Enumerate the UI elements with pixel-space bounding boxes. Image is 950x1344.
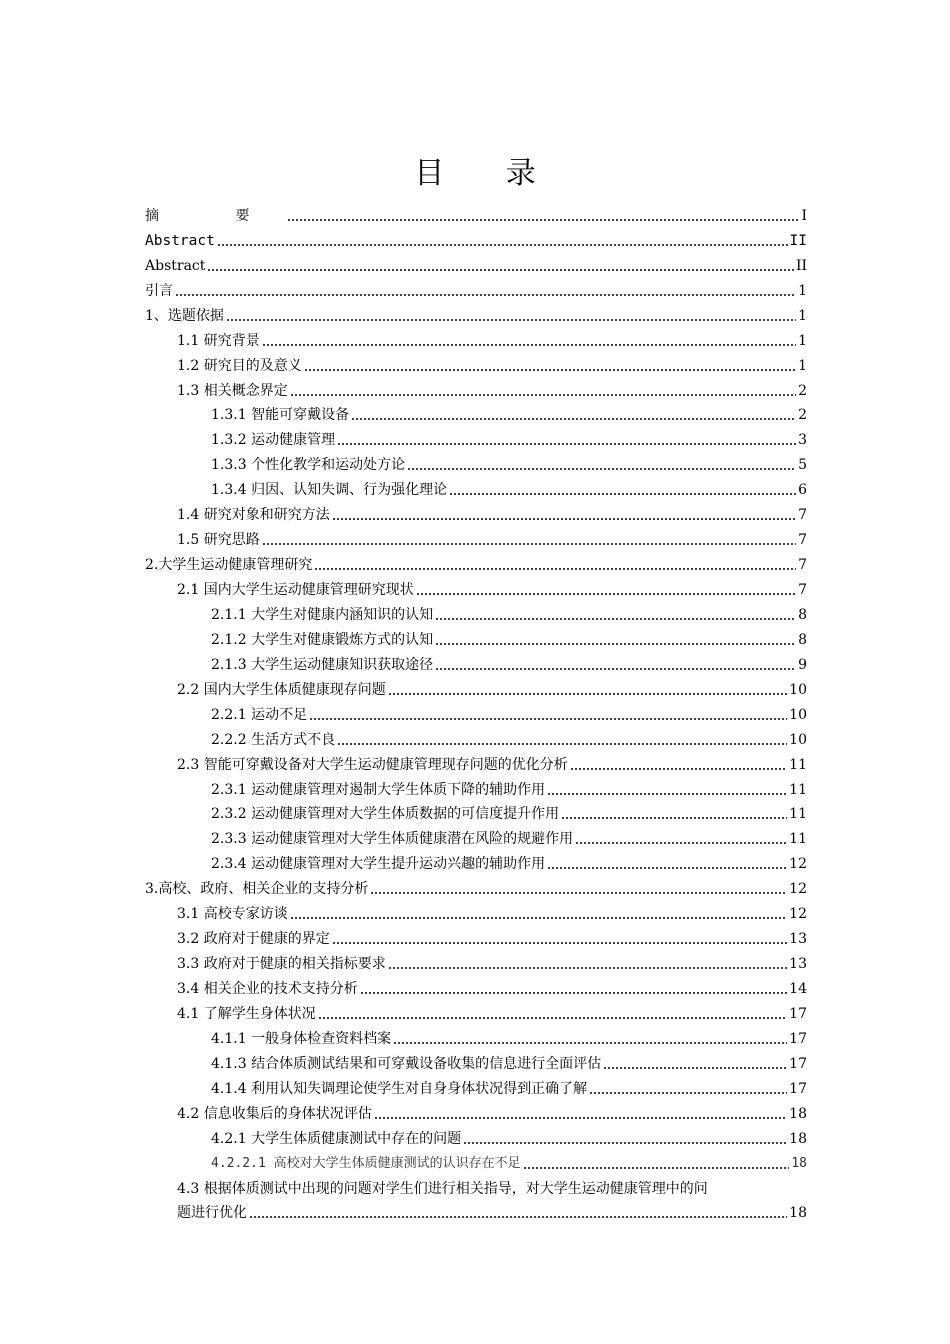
toc-entry[interactable] xyxy=(145,524,807,549)
leader-dots xyxy=(314,568,796,570)
toc-entry-text: 2.3.2 运动健康管理对大学生体质数据的可信度提升作用 xyxy=(211,806,560,823)
leader-dots xyxy=(226,319,796,321)
toc-entry-page: 1 xyxy=(798,332,807,349)
toc-entry-page: 2 xyxy=(798,382,807,399)
leader-dots xyxy=(207,269,794,271)
leader-dots xyxy=(575,842,787,844)
toc-entry-text: 1.3.4 归因、认知失调、行为强化理论 xyxy=(211,482,448,499)
leader-dots xyxy=(523,1167,790,1169)
toc-entry-text: 2.1.2 大学生对健康锻炼方式的认知 xyxy=(211,631,434,648)
toc-entry-text: 1.5 研究思路 xyxy=(177,532,260,549)
leader-dots xyxy=(388,693,787,695)
toc-entry-page: 6 xyxy=(798,482,807,499)
toc-entry[interactable] xyxy=(145,325,807,350)
toc-entry-page: 7 xyxy=(798,532,807,549)
toc-entry-page: 7 xyxy=(798,557,807,574)
toc-entry-page: 2 xyxy=(798,407,807,424)
leader-dots xyxy=(337,443,796,445)
toc-entry-page: 13 xyxy=(789,931,807,948)
toc-entry-page: 8 xyxy=(798,606,807,623)
leader-dots xyxy=(318,1017,787,1019)
toc-entry-text: 3.1 高校专家访谈 xyxy=(177,906,288,923)
toc-entry-wrapped-line1[interactable] xyxy=(145,1173,807,1198)
toc-entry-text: Abstract xyxy=(145,232,215,249)
toc-entry[interactable] xyxy=(145,948,807,973)
leader-dots xyxy=(435,668,796,670)
toc-entry[interactable] xyxy=(145,749,807,774)
toc-entry[interactable] xyxy=(145,799,807,824)
toc-entry-page: 11 xyxy=(789,806,807,823)
toc-entry-text: 1.2 研究目的及意义 xyxy=(177,357,302,374)
leader-dots xyxy=(332,942,787,944)
toc-entry-text: 3.3 政府对于健康的相关指标要求 xyxy=(177,956,386,973)
toc-entry-text: 4.2.1 大学生体质健康测试中存在的问题 xyxy=(211,1130,462,1147)
leader-dots xyxy=(290,917,787,919)
toc-entry-page: 11 xyxy=(789,781,807,798)
toc-entry-page: 17 xyxy=(789,1030,807,1047)
toc-entry[interactable] xyxy=(145,275,807,300)
toc-entry-text: 引言 xyxy=(145,282,173,299)
leader-dots xyxy=(360,992,787,994)
toc-entry[interactable] xyxy=(145,574,807,599)
leader-dots xyxy=(407,468,796,470)
toc-entry-page: 1 xyxy=(798,282,807,299)
toc-entry-text: 2.3.1 运动健康管理对遏制大学生体质下降的辅助作用 xyxy=(211,781,546,798)
leader-dots xyxy=(290,394,796,396)
toc-entry-text: 4.2.2.1 高校对大学生体质健康测试的认识存在不足 xyxy=(211,1155,521,1171)
leader-dots xyxy=(175,294,796,296)
page-title: 目 录 xyxy=(414,156,562,191)
toc-entry-text: 2.3.3 运动健康管理对大学生体质健康潜在风险的规避作用 xyxy=(211,831,574,848)
leader-dots xyxy=(332,518,796,520)
toc-entry-page: II xyxy=(795,257,807,274)
toc-entry-page: 12 xyxy=(789,906,807,923)
leader-dots xyxy=(374,1117,787,1119)
toc-entry-text: 2.2 国内大学生体质健康现存问题 xyxy=(177,681,386,698)
leader-dots xyxy=(561,817,787,819)
leader-dots xyxy=(337,743,787,745)
toc-entry-text: 题进行优化 xyxy=(177,1205,247,1222)
toc-entry-page: 13 xyxy=(789,956,807,973)
leader-dots xyxy=(309,718,787,720)
toc-entry-page: 18 xyxy=(789,1205,807,1222)
toc-entry[interactable] xyxy=(145,649,807,674)
toc-entry-text: 3.高校、政府、相关企业的支持分析 xyxy=(145,881,369,898)
toc-entry-text: 2.1 国内大学生运动健康管理研究现状 xyxy=(177,582,414,598)
toc-entry-text: 4.1 了解学生身体状况 xyxy=(177,1005,316,1022)
toc-entry-page: 9 xyxy=(798,656,807,673)
toc-entry-text: Abstract xyxy=(145,257,206,274)
toc-entry-text: 3.4 相关企业的技术支持分析 xyxy=(177,981,358,997)
toc-entry-text: 2.大学生运动健康管理研究 xyxy=(145,557,313,574)
toc-entry[interactable] xyxy=(145,724,807,749)
toc-entry-text: 2.3 智能可穿戴设备对大学生运动健康管理现存问题的优化分析 xyxy=(177,756,568,773)
toc-entry[interactable] xyxy=(145,674,807,699)
leader-dots xyxy=(435,618,796,620)
leader-dots xyxy=(547,867,787,869)
toc-entry-page: I xyxy=(801,207,807,224)
toc-entry-page: 8 xyxy=(798,631,807,648)
leader-dots xyxy=(388,967,787,969)
toc-entry[interactable] xyxy=(145,225,807,250)
toc-entry-page: 14 xyxy=(789,981,807,997)
toc-entry[interactable] xyxy=(145,400,807,425)
toc-entry[interactable] xyxy=(145,200,807,225)
toc-entry-page: 18 xyxy=(791,1155,807,1171)
toc-entry-text: 4.3 根据体质测试中出现的问题对学生们进行相关指导，对大学生运动健康管理中的问 xyxy=(177,1180,708,1197)
toc-entry[interactable] xyxy=(145,350,807,375)
toc-entry-page: 5 xyxy=(798,457,807,474)
toc-entry[interactable] xyxy=(145,848,807,873)
leader-dots xyxy=(547,793,787,795)
toc-entry-wrapped-line2[interactable] xyxy=(145,1198,807,1223)
toc-entry-text: 1.3.3 个性化教学和运动处方论 xyxy=(211,457,406,474)
toc-entry[interactable] xyxy=(145,624,807,649)
toc-entry[interactable] xyxy=(145,699,807,724)
leader-dots xyxy=(589,1092,787,1094)
leader-dots xyxy=(262,543,796,545)
toc-entry[interactable] xyxy=(145,250,807,275)
toc-entry[interactable] xyxy=(145,599,807,624)
toc-entry-page: 10 xyxy=(789,681,807,698)
toc-entry-page: 10 xyxy=(789,731,807,748)
toc-entry-text: 4.2 信息收集后的身体状况评估 xyxy=(177,1105,372,1122)
toc-entry[interactable] xyxy=(145,375,807,400)
toc-entry[interactable] xyxy=(145,1048,807,1073)
toc-entry[interactable] xyxy=(145,424,807,449)
toc-entry-text: 3.2 政府对于健康的界定 xyxy=(177,931,330,948)
toc-entry-text: 1.1 研究背景 xyxy=(177,332,260,349)
toc-entry[interactable] xyxy=(145,774,807,799)
toc-entry-page: II xyxy=(789,232,807,249)
toc-entry[interactable] xyxy=(145,449,807,474)
toc-entry-text: 4.1.3 结合体质测试结果和可穿戴设备收集的信息进行全面评估 xyxy=(211,1055,602,1072)
toc-entry-page: 17 xyxy=(789,1005,807,1022)
toc-entry-text: 2.3.4 运动健康管理对大学生提升运动兴趣的辅助作用 xyxy=(211,856,546,873)
leader-dots xyxy=(370,892,787,894)
table-of-contents xyxy=(145,200,807,1222)
toc-entry-page: 18 xyxy=(789,1105,807,1122)
toc-entry-page: 7 xyxy=(798,507,807,524)
toc-entry-text: 1.3 相关概念界定 xyxy=(177,382,288,399)
toc-entry-text: 1.4 研究对象和研究方法 xyxy=(177,507,330,524)
toc-entry-page: 12 xyxy=(789,881,807,898)
toc-entry[interactable] xyxy=(145,998,807,1023)
toc-entry[interactable] xyxy=(145,1023,807,1048)
leader-dots xyxy=(262,344,796,346)
toc-entry-text: 2.1.1 大学生对健康内涵知识的认知 xyxy=(211,606,434,623)
toc-entry[interactable] xyxy=(145,973,807,998)
toc-entry-page: 11 xyxy=(789,756,807,773)
toc-entry[interactable] xyxy=(145,823,807,848)
leader-dots xyxy=(435,643,796,645)
toc-entry-text: 1.3.1 智能可穿戴设备 xyxy=(211,407,350,424)
toc-entry-text: 1.3.2 运动健康管理 xyxy=(211,432,336,449)
toc-entry-page: 7 xyxy=(798,582,807,598)
toc-entry-page: 1 xyxy=(798,357,807,374)
toc-entry[interactable] xyxy=(145,474,807,499)
toc-entry-text: 4.1.4 利用认知失调理论使学生对自身身体状况得到正确了解 xyxy=(211,1080,588,1097)
toc-entry[interactable] xyxy=(145,549,807,574)
leader-dots xyxy=(217,244,788,246)
toc-entry-text: 4.1.1 一般身体检查资料档案 xyxy=(211,1030,392,1047)
leader-dots xyxy=(393,1042,787,1044)
toc-entry[interactable] xyxy=(145,873,807,898)
toc-entry[interactable] xyxy=(145,1073,807,1098)
toc-entry[interactable] xyxy=(145,898,807,923)
toc-entry-page: 17 xyxy=(789,1055,807,1072)
leader-dots xyxy=(449,493,796,495)
leader-dots xyxy=(351,418,796,420)
leader-dots xyxy=(570,768,787,770)
toc-entry-text: 2.2.2 生活方式不良 xyxy=(211,731,336,748)
toc-entry-text: 2.1.3 大学生运动健康知识获取途径 xyxy=(211,656,434,673)
leader-dots xyxy=(304,369,796,371)
toc-entry-page: 17 xyxy=(789,1080,807,1097)
toc-entry-page: 10 xyxy=(789,706,807,723)
toc-entry-text: 1、选题依据 xyxy=(145,307,224,324)
toc-entry[interactable] xyxy=(145,1148,807,1173)
toc-entry-page: 1 xyxy=(798,307,807,324)
leader-dots xyxy=(287,219,799,221)
toc-entry[interactable] xyxy=(145,1098,807,1123)
toc-entry[interactable] xyxy=(145,300,807,325)
toc-entry-text: 摘 要 xyxy=(145,207,286,224)
leader-dots xyxy=(463,1142,787,1144)
toc-entry[interactable] xyxy=(145,1123,807,1148)
toc-entry-page: 18 xyxy=(789,1130,807,1147)
toc-entry-text: 2.2.1 运动不足 xyxy=(211,706,308,723)
toc-entry[interactable] xyxy=(145,923,807,948)
leader-dots xyxy=(416,593,796,595)
leader-dots xyxy=(603,1067,787,1069)
toc-entry-page: 11 xyxy=(789,831,807,848)
leader-dots xyxy=(249,1216,787,1218)
toc-entry-page: 3 xyxy=(798,432,807,449)
toc-entry-page: 12 xyxy=(789,856,807,873)
toc-entry[interactable] xyxy=(145,499,807,524)
